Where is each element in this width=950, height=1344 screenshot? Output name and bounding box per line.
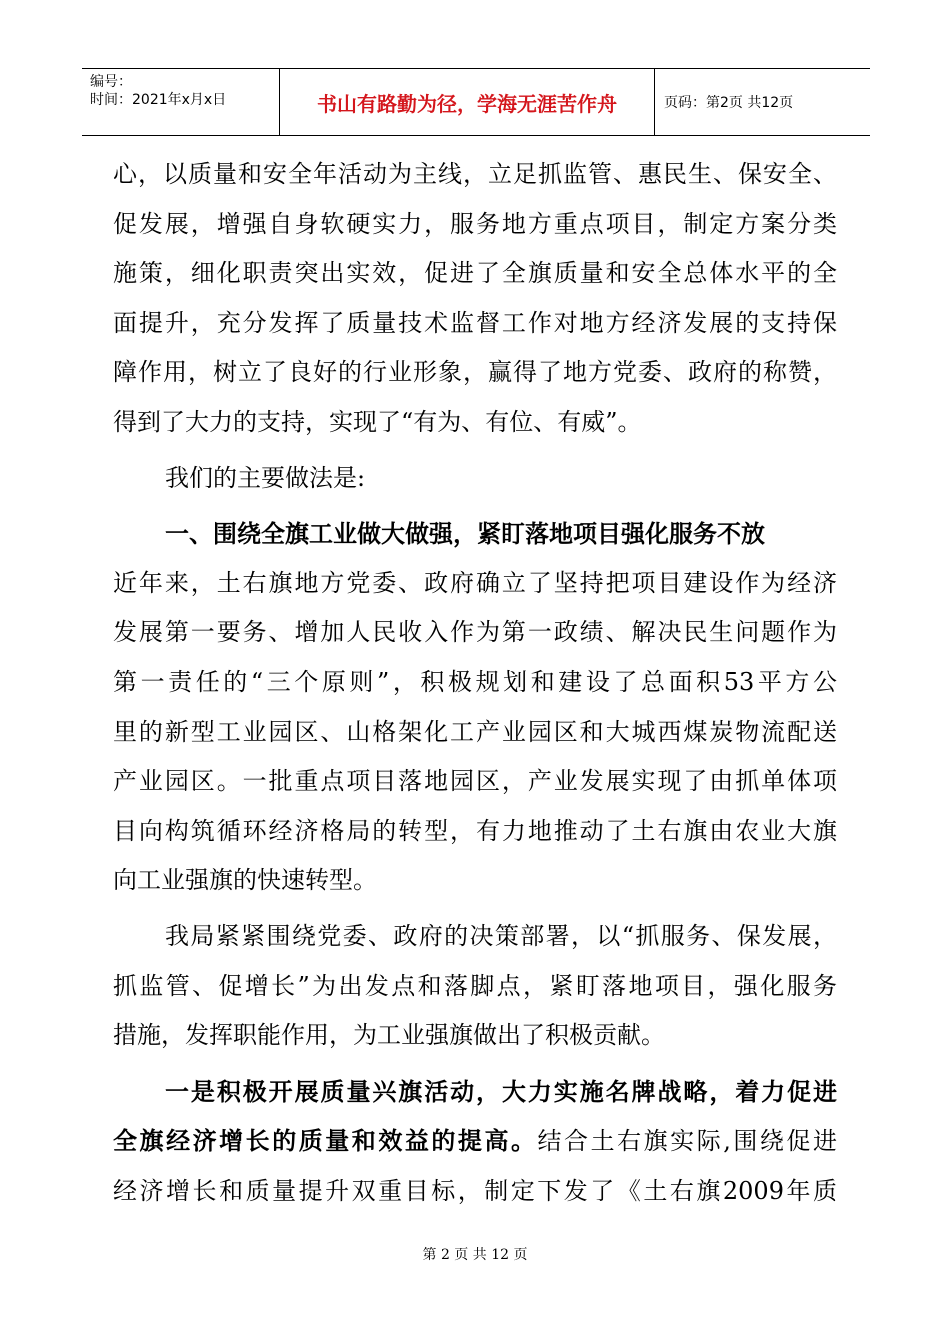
body-line: 经济增长和质量提升双重目标，制定下发了《土右旗2009年质: [113, 1176, 837, 1205]
body-line: 心，以质量和安全年活动为主线，立足抓监管、惠民生、保安全、: [113, 160, 837, 188]
body-line: 向工业强旗的快速转型。: [113, 866, 377, 895]
body-line: 发展第一要务、增加人民收入作为第一政绩、解决民生问题作为: [113, 618, 837, 647]
page-header: [82, 68, 870, 136]
body-line: 我局紧紧围绕党委、政府的决策部署，以“抓服务、保发展，: [165, 921, 837, 950]
serial-label: 编号：: [90, 74, 132, 90]
date-label: 时间：2021年x月x日: [90, 92, 227, 108]
header-motto: 书山有路勤为径，学海无涯苦作舟: [280, 69, 655, 135]
page-footer: 第 2 页 共 12 页: [422, 1247, 528, 1263]
body-line: 产业园区。一批重点项目落地园区，产业发展实现了由抓单体项: [113, 767, 837, 796]
bold-lead: 全旗经济增长的质量和效益的提高。: [113, 1126, 538, 1156]
document-body: [113, 150, 837, 1216]
body-line: 第一责任的“三个原则”，积极规划和建设了总面积53平方公: [113, 667, 837, 696]
header-page-label: 页码：第2页 共12页: [664, 95, 794, 111]
body-line: 目向构筑循环经济格局的转型，有力地推动了土右旗由农业大旗: [113, 816, 837, 845]
body-line: 近年来，土右旗地方党委、政府确立了坚持把项目建设作为经济: [113, 568, 837, 597]
header-meta: [82, 69, 280, 135]
body-line-mixed: [113, 1116, 837, 1167]
body-line: 措施，发挥职能作用，为工业强旗做出了积极贡献。: [113, 1021, 665, 1050]
body-line: 施策，细化职责突出实效，促进了全旗质量和安全总体水平的全: [113, 259, 837, 288]
body-line: 抓监管、促增长”为出发点和落脚点，紧盯落地项目，强化服务: [113, 971, 837, 1000]
body-line: 障作用，树立了良好的行业形象，赢得了地方党委、政府的称赞，: [113, 358, 837, 387]
body-line: 得到了大力的支持，实现了“有为、有位、有威”。: [113, 407, 642, 436]
body-text: 结合土右旗实际,围绕促进: [537, 1127, 837, 1156]
section-heading: 一、围绕全旗工业做大做强，紧盯落地项目强化服务不放: [165, 519, 765, 549]
body-line: 促发展，增强自身软硬实力，服务地方重点项目，制定方案分类: [113, 209, 837, 238]
body-paragraph: 我们的主要做法是:: [165, 463, 366, 492]
body-line: 里的新型工业园区、山格架化工产业园区和大城西煤炭物流配送: [113, 717, 837, 746]
body-line: 面提升，充分发挥了质量技术监督工作对地方经济发展的支持保: [113, 308, 837, 337]
body-line-bold: 一是积极开展质量兴旗活动，大力实施名牌战略，着力促进: [165, 1076, 837, 1106]
